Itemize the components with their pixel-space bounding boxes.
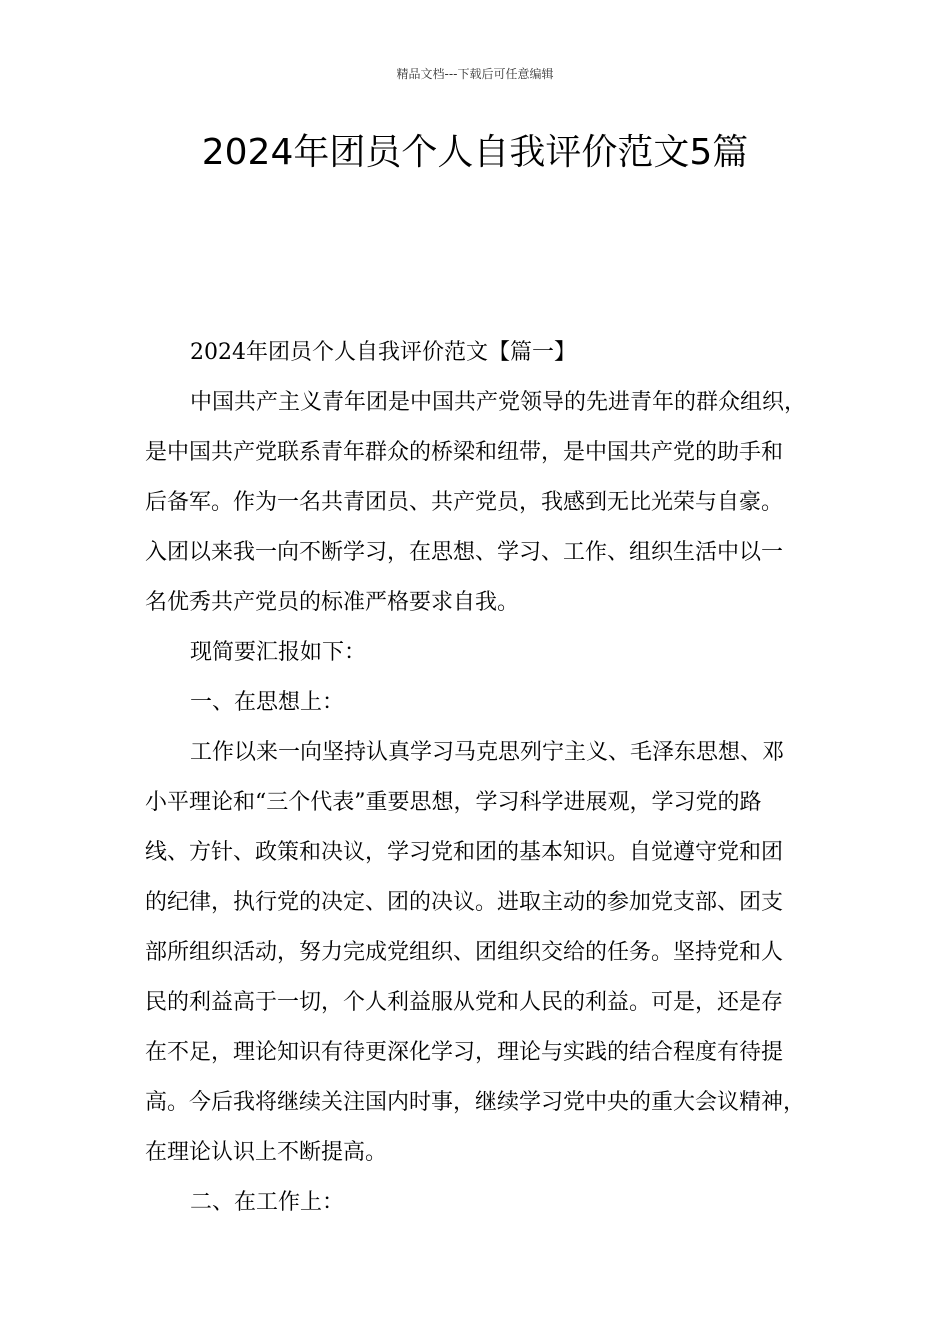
text-line: 小平理论和“三个代表”重要思想，学习科学进展观，学习党的路	[145, 790, 762, 815]
text-line: 入团以来我一向不断学习，在思想、学习、工作、组织生活中以一	[145, 540, 784, 565]
text-line: 高。今后我将继续关注国内时事，继续学习党中央的重大会议精神，	[145, 1090, 806, 1115]
text-line: 民的利益高于一切，个人利益服从党和人民的利益。可是，还是存	[145, 990, 784, 1015]
subheading-work	[145, 1178, 815, 1228]
text-line: 现简要汇报如下：	[190, 640, 367, 665]
text-line: 线、方针、政策和决议，学习党和团的基本知识。自觉遵守党和团	[145, 840, 784, 865]
text-line: 二、在工作上：	[190, 1190, 345, 1215]
subheading-thought	[145, 678, 815, 728]
text-line: 名优秀共产党员的标准严格要求自我。	[145, 590, 520, 615]
text-line: 工作以来一向坚持认真学习马克思列宁主义、毛泽东思想、邓	[190, 740, 785, 765]
report-lead-paragraph	[145, 628, 815, 678]
text-line: 的纪律，执行党的决定、团的决议。进取主动的参加党支部、团支	[145, 890, 784, 915]
text-line: 2024年团员个人自我评价范文【篇一】	[190, 340, 576, 365]
text-line: 在理论认识上不断提高。	[145, 1140, 388, 1165]
thought-paragraph	[145, 728, 815, 1178]
document-body	[145, 328, 815, 1228]
intro-paragraph	[145, 378, 815, 628]
text-line: 在不足，理论知识有待更深化学习，理论与实践的结合程度有待提	[145, 1040, 784, 1065]
header-watermark: 精品文档---下载后可任意编辑	[396, 67, 554, 81]
text-line: 后备军。作为一名共青团员、共产党员，我感到无比光荣与自豪。	[145, 490, 784, 515]
section-heading-part-one	[145, 328, 815, 378]
document-title: 2024年团员个人自我评价范文5篇	[201, 132, 749, 173]
text-line: 中国共产主义青年团是中国共产党领导的先进青年的群众组织，	[190, 390, 807, 415]
text-line: 是中国共产党联系青年群众的桥梁和纽带，是中国共产党的助手和	[145, 440, 784, 465]
text-line: 部所组织活动，努力完成党组织、团组织交给的任务。坚持党和人	[145, 940, 784, 965]
text-line: 一、在思想上：	[190, 690, 345, 715]
